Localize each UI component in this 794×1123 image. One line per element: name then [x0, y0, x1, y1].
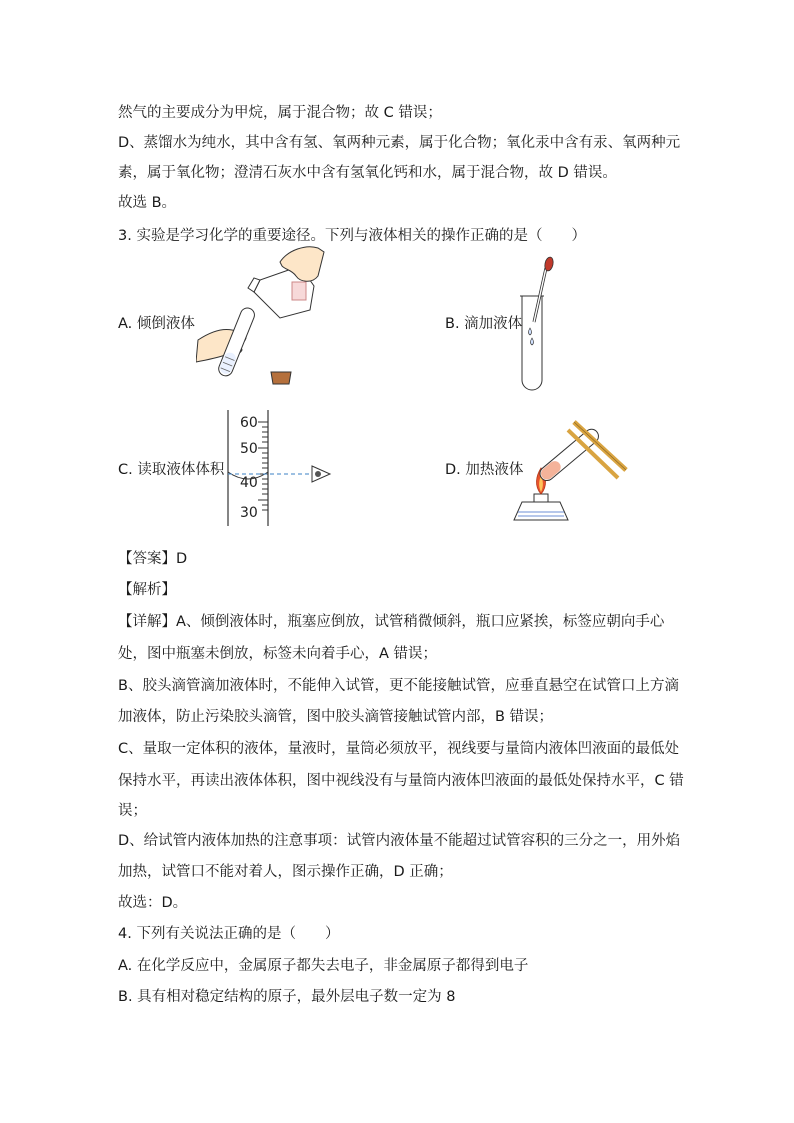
option-c-label: C. 读取液体体积	[118, 462, 225, 478]
analysis-line: 加液体，防止污染胶头滴管，图中胶头滴管接触试管内部，B 错误；	[118, 709, 554, 725]
tick-label: 30	[240, 505, 258, 521]
tick-label: 60	[240, 415, 258, 431]
question-4-option-b: B. 具有相对稳定结构的原子，最外层电子数一定为 8	[118, 989, 456, 1005]
analysis-line: B、胶头滴管滴加液体时，不能伸入试管，更不能接触试管，应垂直悬空在试管口上方滴	[118, 678, 679, 694]
option-a-label: A. 倾倒液体	[118, 316, 195, 332]
text-line: D、蒸馏水为纯水，其中含有氢、氧两种元素，属于化合物；氧化汞中含有汞、氧两种元	[118, 135, 681, 151]
answer-line: 【答案】D	[118, 551, 188, 567]
heating-liquid-illustration	[494, 408, 634, 532]
text-line: 故选 B。	[118, 195, 177, 211]
analysis-line: 故选：D。	[118, 895, 188, 911]
question-4-option-a: A. 在化学反应中，金属原子都失去电子，非金属原子都得到电子	[118, 958, 529, 974]
question-3-stem: 3. 实验是学习化学的重要途径。下列与液体相关的操作正确的是（ ）	[118, 228, 586, 244]
measuring-cylinder-illustration	[210, 406, 340, 530]
text-line: 然气的主要成分为甲烷，属于混合物；故 C 错误；	[118, 105, 442, 121]
analysis-line: 处，图中瓶塞未倒放，标签未向着手心，A 错误；	[118, 646, 438, 662]
analysis-title: 【解析】	[118, 582, 176, 598]
text-line: 素，属于氧化物；澄清石灰水中含有氢氧化钙和水，属于混合物，故 D 错误。	[118, 165, 617, 181]
option-b-label: B. 滴加液体	[445, 316, 523, 332]
tick-label: 40	[240, 475, 258, 491]
analysis-line: 误；	[118, 803, 147, 819]
analysis-line: D、给试管内液体加热的注意事项：试管内液体量不能超过试管容积的三分之一，用外焰	[118, 833, 681, 849]
analysis-line: 【详解】A、倾倒液体时，瓶塞应倒放，试管稍微倾斜，瓶口应紧挨，标签应朝向手心	[118, 614, 665, 630]
dropper-illustration	[516, 256, 562, 392]
tick-label: 50	[240, 441, 258, 457]
analysis-line: 加热，试管口不能对着人，图示操作正确，D 正确；	[118, 864, 453, 880]
analysis-line: 保持水平，再读出液体体积，图中视线没有与量筒内液体凹液面的最低处保持水平，C 错	[118, 773, 684, 789]
question-4-stem: 4. 下列有关说法正确的是（ ）	[118, 926, 340, 942]
analysis-line: C、量取一定体积的液体，量液时，量筒必须放平，视线要与量筒内液体凹液面的最低处	[118, 741, 680, 757]
option-d-label: D. 加热液体	[445, 462, 524, 478]
pouring-liquid-illustration	[196, 236, 326, 388]
